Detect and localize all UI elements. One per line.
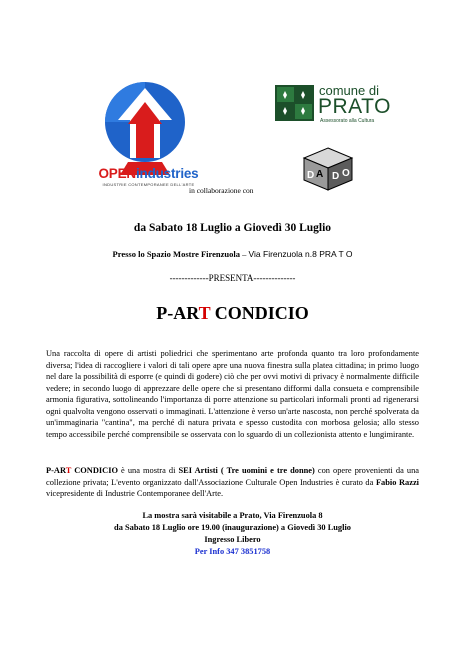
dado-logo: [302, 146, 354, 192]
svg-text:A: A: [316, 169, 324, 180]
prato-label: PRATO: [318, 95, 391, 118]
open-industries-wordmark-open: OPEN: [98, 166, 136, 181]
presenta-heading: -------------PRESENTA--------------: [169, 273, 296, 283]
open-industries-wordmark: [86, 166, 211, 181]
footer-contact: Per Info 347 3851758: [194, 547, 271, 556]
name-a: P-AR: [46, 466, 66, 475]
details-text2: con opere provenienti da una collezione privata; L'evento organizzato dall'Associazione Culturale Open Industries è curato da: [46, 466, 419, 487]
svg-text:D: D: [332, 171, 340, 182]
svg-text:O: O: [342, 168, 350, 179]
name-c: CONDICIO: [71, 466, 118, 475]
description-paragraph: Una raccolta di opere di artisti poliedrici che sperimentano arte profonda quanto tra loro profondamente diversa; l'idea di raccogliere i valori di tali opere apre una nuova finestra sulla platea cittadina; in primo luogo nel dare la possibilità di esporre (e quindi di godere) ciò che per ovvi motivi di privacy è normalmente difficile vedere; in secondo luogo di apprezzare delle opere che si presentano difformi dalla consueta e comprensibile armonia figurativa, sottolineando l'importanza di porre attenzione su particolari informali pronti ad rigenerarsi ogni qualvolta vengono osservati o immaginati. L'attenzione è verso un'arte nascosta, non perché spolverata da un'immaginaria "cantina", ma perché di natura privata e spesso custodita con morbosa gelosia; allo stesso tempo accessibile perché comprensibile se osservata con lo sguardo di un collezionista attento e lungimirante.: [46, 349, 419, 439]
exhibition-title: [0, 303, 465, 324]
venue-line: [0, 249, 465, 259]
event-dates: da Sabato 18 Luglio a Giovedì 30 Luglio: [133, 222, 332, 234]
venue-separator: –: [240, 249, 249, 259]
collaboration-text: in collaborazione con: [189, 186, 254, 195]
details-paragraph: [46, 465, 419, 500]
footer-info: [0, 510, 465, 558]
footer-location: La mostra sarà visitabile a Prato, Via Firenzuola 8: [142, 511, 323, 520]
venue-address: Via Firenzuola n.8 PRA T O: [248, 249, 353, 259]
artists-count: SEI Artisti ( Tre uomini e tre donne): [178, 466, 315, 475]
details-text3: vicepresidente di Industrie Contemporanee dell'Arte.: [46, 489, 224, 498]
footer-entry: Ingresso Libero: [204, 535, 261, 544]
prato-coat-of-arms-icon: [275, 85, 314, 121]
title-part3: CONDICIO: [210, 303, 309, 323]
comune-label: comune di: [319, 83, 379, 98]
title-red-letter: T: [198, 303, 211, 323]
venue-label: Presso lo Spazio Mostre Firenzuola: [112, 249, 241, 259]
curator-name: Fabio Razzi: [375, 477, 419, 487]
title-part1: P-AR: [156, 303, 199, 323]
name-b: T: [65, 466, 72, 475]
open-industries-wordmark-industries: industries: [135, 166, 199, 181]
svg-text:D: D: [307, 170, 315, 181]
assessorato-label: Assessorato alla Cultura: [320, 118, 375, 124]
footer-dates: da Sabato 18 Luglio ore 19.00 (inaugurazione) a Giovedì 30 Luglio: [114, 523, 351, 532]
open-industries-tagline: INDUSTRIE CONTEMPORANEE DELL'ARTE: [102, 182, 195, 187]
details-text1: è una mostra di: [117, 466, 179, 475]
